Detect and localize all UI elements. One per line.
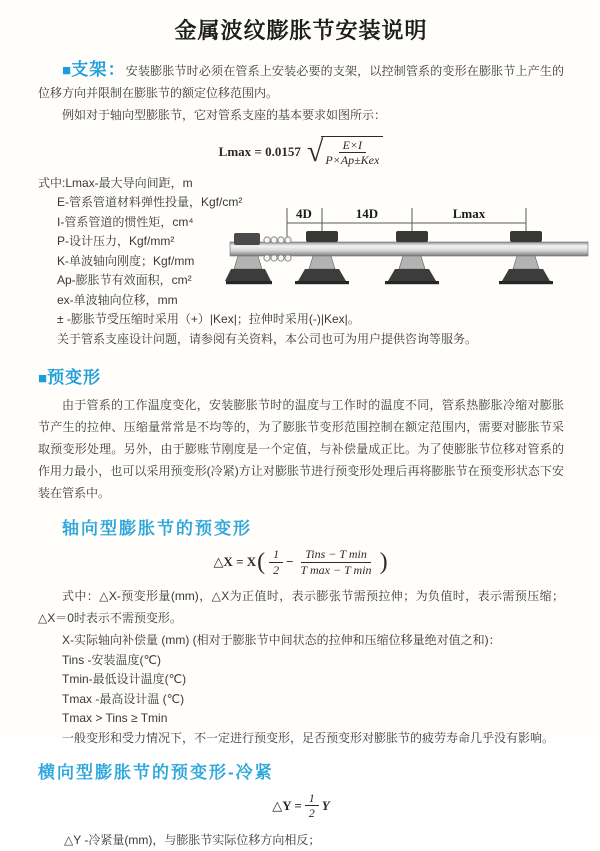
half-fraction [305,791,319,821]
variable-line: ex-单波轴向位移，mm [57,292,178,307]
open-paren: ( [257,549,266,576]
lmax-formula-fraction [321,136,383,168]
close-paren: ) [379,549,388,576]
variable-line: Ap-膨胀节有效面积，cm² [57,273,192,288]
lateral-explain-line: △Y -冷紧量(mm)，与膨胀节实际位移方向相反； [64,832,321,847]
temp-numerator: Tins − T min [301,547,371,562]
support-heading-label: 支架： [71,60,126,79]
axial-formula [38,547,564,577]
predeform-section-heading [38,363,564,388]
lateral-formula-lhs: △Y = [272,797,302,813]
half-fraction [269,547,283,577]
half-denominator: 2 [273,562,280,577]
minus-operator: − [286,554,294,570]
support-section-heading [62,60,126,79]
variable-line: I-管系管道的惯性矩，cm⁴ [57,214,194,229]
example-line: 例如对于轴向型膨胀节，它对管系支座的基本要求如图所示： [62,108,387,122]
support-intro-paragraph [38,59,564,104]
page-title: 金属波纹膨胀节安装说明 [174,18,428,43]
axial-line: X-实际轴向补偿量 (mm) (相对于膨胀节中间状态的拉伸和压缩位移量绝对值之和)： [62,633,501,648]
temp-denominator: T max − T min [300,562,372,577]
temperature-fraction [297,547,376,577]
lmax-formula [38,136,564,168]
support-intro-text: 安装膨胀节时必须在管系上安装必要的支架，以控制管系的变形在膨胀节上产生的位移方向并限制在膨胀节的额定位移范围内。 [38,64,565,100]
guide-support [499,231,553,284]
section-marker-icon: ■ [62,62,72,79]
variable-line: 式中:Lmax-最大导向间距，m [38,175,193,190]
pipe [230,242,588,256]
lmax-formula-prefix: Lmax = 0.0157 [218,143,301,159]
lateral-subheading: 横向型膨胀节的预变形-冷紧 [38,763,274,783]
variable-line: 关于管系支座设计问题，请参阅有关资料，本公司也可为用户提供咨询等服务。 [57,331,478,346]
axial-line: Tmax > Tins ≥ Tmin [62,711,168,726]
variable-line: ± -膨胀节受压缩时采用（+）|Kex|；拉伸时采用(-)|Kex|。 [57,312,360,327]
pipe-support-diagram [230,200,588,296]
lateral-formula [38,791,564,821]
axial-explain-paragraph: 式中：△X-预变形量(mm)，△X为正值时，表示膨张节需预拉伸；为负值时，表示需预压缩；△X＝0时表示不需预变形。 [38,589,564,626]
sqrt-radical-icon: √ [306,134,324,168]
axial-line: Tmax -最高设计温 (℃) [62,691,185,706]
variable-line: P-设计压力，Kgf/mm² [57,234,175,249]
variable-line: E-管系管道材料弹性投量，Kgf/cm² [57,195,243,210]
half-denominator: 2 [308,806,315,821]
section-marker-icon: ■ [38,370,48,388]
dim-label-14d: 14D [355,205,379,221]
half-numerator: 1 [305,791,319,806]
dim-label-4d: 4D [296,205,312,221]
axial-line: Tmin-最低设计温度(℃) [62,672,187,687]
lmax-formula-numerator: E×I [339,138,366,153]
dim-label-lmax: Lmax [452,205,486,221]
axial-note-line: 一般变形和受力情况下，不一定进行预变形，足否预变形对膨胀节的疲劳寿命几乎没有影响。 [62,730,555,745]
variable-line: K-单波轴向刚度；Kgf/mm [57,253,195,268]
axial-line: Tins -安装温度(℃) [62,652,162,667]
axial-subheading: 轴向型膨胀节的预变形 [62,519,252,539]
guide-support [295,231,349,284]
guide-support [385,231,439,284]
predeform-paragraph: 由于管系的工作温度变化，安装膨胀节时的温度与工作时的温度不同，管系热膨胀冷缩对膨胀节产生的拉伸、压缩量常常是不均等的，为了膨胀节变形范围控制在额定范围内，需要对膨胀节采取预变形处理。另外，由于膨账节刚度是一个定值，与补偿量成正比。为了使膨胀节位移对管系的作用力最小，也可以采用预变形(冷紧)方让对膨胀节进行预变形处理后再将膨胀节在预变形状态下安装在管系中。 [38,398,564,501]
predeform-heading-label: 预变形 [47,368,102,388]
axial-formula-lhs: △X = X [213,554,257,570]
lateral-formula-rhs: Y [321,797,330,813]
variables-and-diagram [38,174,564,350]
half-numerator: 1 [269,547,283,562]
lmax-formula-denominator: P×Ap±Kex [325,153,380,168]
axial-variable-list [38,631,564,748]
